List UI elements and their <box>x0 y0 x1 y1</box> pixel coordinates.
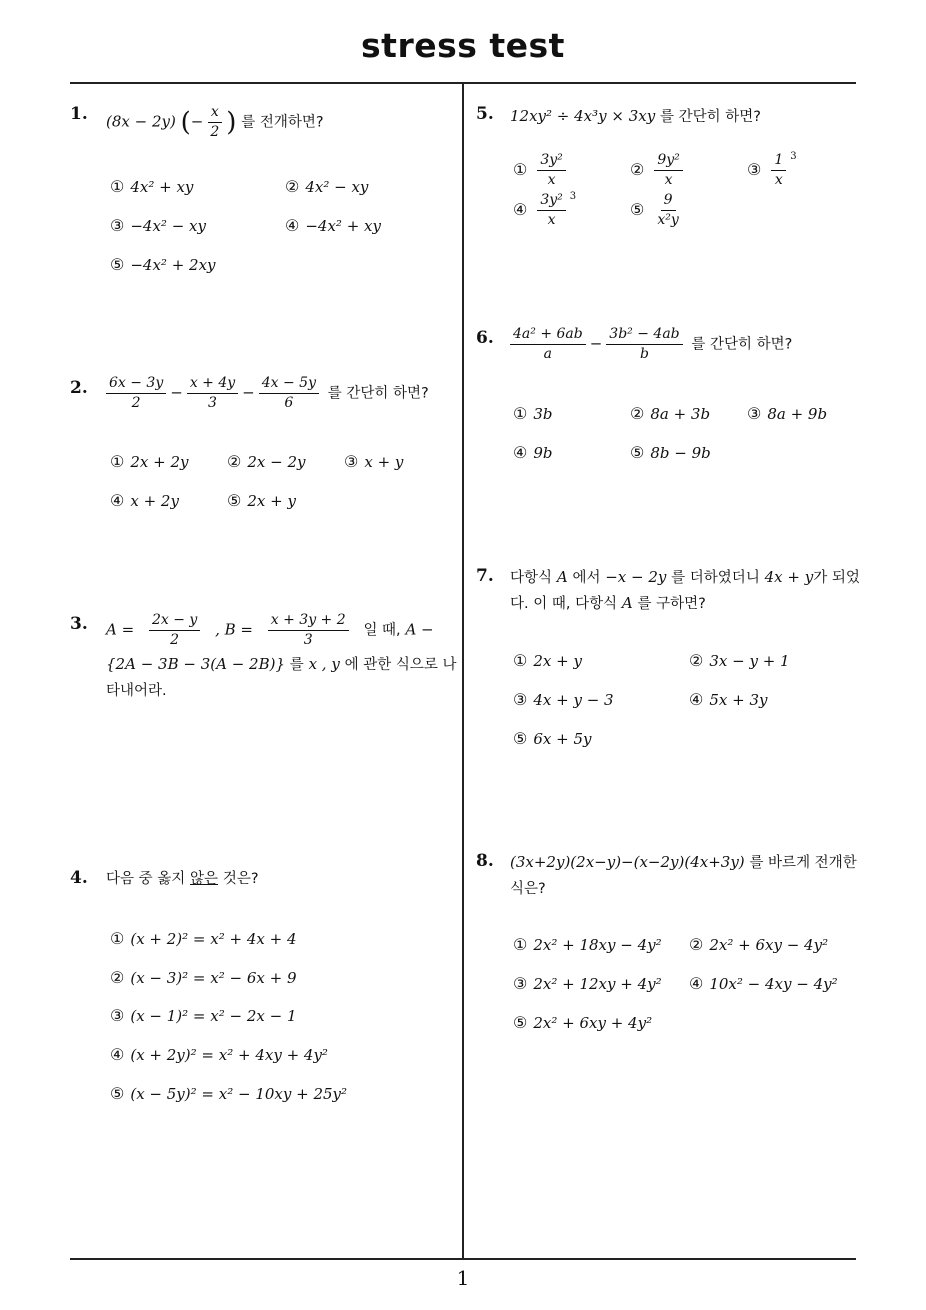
option-1[interactable]: ① 2x + y <box>513 651 582 670</box>
page-title: stress test <box>361 26 565 65</box>
option-1[interactable]: ① 2x + 2y <box>110 452 189 471</box>
bottom-rule <box>70 1258 856 1260</box>
question-number: 7. <box>476 566 494 586</box>
option-5[interactable]: ⑤ 2x + y <box>227 491 296 510</box>
option-5[interactable]: ⑤ (x − 5y)² = x² − 10xy + 25y² <box>110 1084 348 1103</box>
option-3[interactable]: ③ 8a + 9b <box>747 404 828 423</box>
option-3[interactable]: ③ −4x² − xy <box>110 216 206 235</box>
question-text: 를 간단히 하면? <box>327 385 429 402</box>
option-4[interactable]: ④ (x + 2y)² = x² + 4xy + 4y² <box>110 1045 328 1064</box>
question-stem-line3: 타내어라. <box>106 683 167 699</box>
question-stem-line2: 다. 이 때, 다항식 A 를 구하면? <box>510 594 706 612</box>
option-1[interactable]: ① 2x² + 18xy − 4y² <box>513 935 662 954</box>
option-5[interactable]: ⑤ 8b − 9b <box>630 443 711 462</box>
option-2[interactable]: ② 8a + 3b <box>630 404 711 423</box>
option-2[interactable]: ② 3x − y + 1 <box>689 651 790 670</box>
option-4[interactable]: ④ x + 2y <box>110 491 179 510</box>
question-number: 5. <box>476 104 494 124</box>
option-3[interactable]: ③ $\frac{1}{x}$ $^3$ <box>747 150 797 188</box>
question-number: 6. <box>476 328 494 348</box>
question-stem: (8x − 2y) (− $\frac{x}{2}$ ) 를 전개하면? <box>106 104 324 140</box>
option-1[interactable]: ① $\frac{\text{3y²}}{x}$ <box>513 152 570 189</box>
question-text: 를 전개하면? <box>241 114 324 131</box>
question-stem: (3x+2y)(2x−y)−(x−2y)(4x+3y) 를 바르게 전개한 <box>510 853 857 871</box>
question-stem: 다음 중 옳지 않은 것은? <box>106 871 259 887</box>
option-2[interactable]: ② 2x² + 6xy − 4y² <box>689 935 829 954</box>
question-number: 2. <box>70 378 88 398</box>
option-3[interactable]: ③ 2x² + 12xy + 4y² <box>513 974 662 993</box>
option-4[interactable]: ④ 10x² − 4xy − 4y² <box>689 974 838 993</box>
option-2[interactable]: ② 2x − 2y <box>227 452 306 471</box>
option-5[interactable]: ⑤ $\frac{9}{\text{x²y}}$ <box>630 192 679 228</box>
option-2[interactable]: ② 4x² − xy <box>285 177 369 196</box>
question-number: 8. <box>476 851 494 871</box>
option-4[interactable]: ④ −4x² + xy <box>285 216 381 235</box>
question-stem-line2: 식은? <box>510 881 546 897</box>
page-number: 1 <box>456 1266 470 1290</box>
option-5[interactable]: ⑤ −4x² + 2xy <box>110 255 216 274</box>
option-3[interactable]: ③ x + y <box>344 452 404 471</box>
question-stem: 12xy² ÷ 4x³y × 3xy 를 간단히 하면? <box>510 107 761 125</box>
option-1[interactable]: ① 4x² + xy <box>110 177 194 196</box>
question-stem-line2: {2A − 3B − 3(A − 2B)} 를 x , y 에 관한 식으로 나 <box>106 655 457 673</box>
column-divider <box>462 83 464 1258</box>
option-3[interactable]: ③ 4x + y − 3 <box>513 690 614 709</box>
option-5[interactable]: ⑤ 6x + 5y <box>513 729 592 748</box>
option-1[interactable]: ① (x + 2)² = x² + 4x + 4 <box>110 929 297 948</box>
question-stem: $\frac{6x - 3y}{2}$ − $\frac{x + 4y}{3}$ − $\frac{4x - 5y}{6}$ 를 간단히 하면? <box>102 375 429 412</box>
option-4[interactable]: ④ 5x + 3y <box>689 690 768 709</box>
question-number: 3. <box>70 614 88 634</box>
option-4[interactable]: ④ $\frac{\text{3y²}}{x}$ $^3$ <box>513 190 577 228</box>
expression: (8x − 2y) <box>106 112 176 131</box>
question-number: 4. <box>70 868 88 888</box>
option-3[interactable]: ③ (x − 1)² = x² − 2x − 1 <box>110 1006 297 1025</box>
question-stem: A = $\frac{2x - y}{2}$ , B = $\frac{x + 3y + 2}{3}$ 일 때, A − <box>106 612 434 648</box>
option-2[interactable]: ② $\frac{\text{9y²}}{x}$ <box>630 152 687 189</box>
option-1[interactable]: ① 3b <box>513 404 553 423</box>
question-stem: 다항식 A 에서 −x − 2y 를 더하였더니 4x + y가 되었 <box>510 568 860 586</box>
option-2[interactable]: ② (x − 3)² = x² − 6x + 9 <box>110 968 297 987</box>
option-4[interactable]: ④ 9b <box>513 443 553 462</box>
question-number: 1. <box>70 104 88 124</box>
question-stem: $\frac{\text{4a² + 6ab}}{a}$ − $\frac{\text{3b² − 4ab}}{b}$ 를 간단히 하면? <box>506 326 792 363</box>
option-5[interactable]: ⑤ 2x² + 6xy + 4y² <box>513 1013 653 1032</box>
